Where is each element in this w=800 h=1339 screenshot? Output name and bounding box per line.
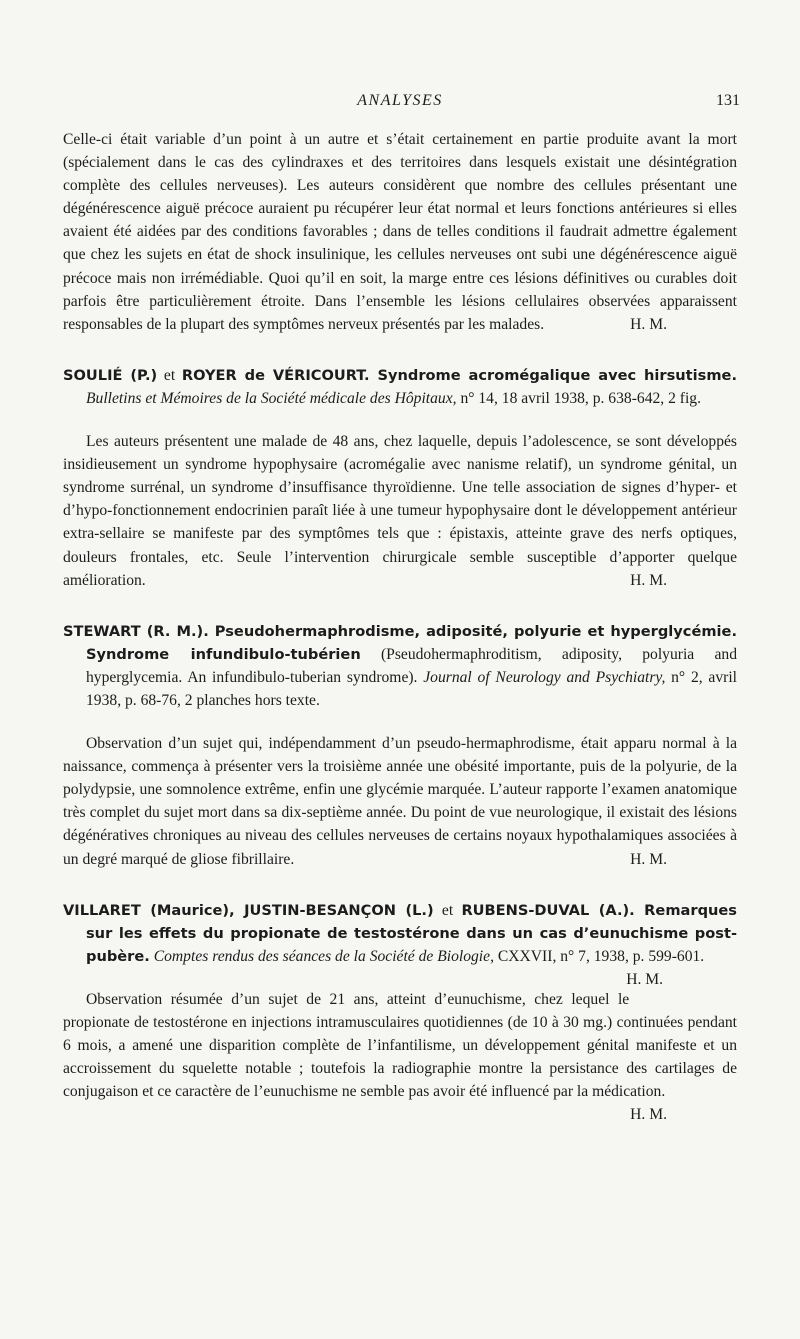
author-connector: et <box>433 901 462 919</box>
carryover-text: Celle-ci était variable d’un point à un autre et s’était certainement en partie produite avant la mort (spécialement dans le cas des cylindraxes et des territoires dans lesquels existait une désintégration complète des cellules nerveuses). Les auteurs considèrent que nombre des cellules présentant une dégénérescence aiguë précoce auraient pu récupérer leur état normal et leurs fonctions antérieures si elles avaient été aidées par des conditions favorables ; dans de telles conditions il faudrait admettre également que chez les sujets en état de shock insulinique, les cellules nerveuses ont subi une dégénérescence aiguë précoce mais non irrémédiable. Quoi qu’il en soit, la marge entre ces lésions définitives ou curables doit parfois être particulièrement étroite. Dans l’ensemble les lésions cellulaires observées apparaissent responsables de la plupart des symptômes nerveux présentés par les malades. <box>63 131 737 333</box>
summary-text: Observation d’un sujet qui, indépendamment d’un pseudo-hermaphrodisme, était apparu normal à la naissance, commença à présenter vers la troisième année une obésité importante, puis de la polyurie, de la polydypsie, une somnolence extrême, enfin une glycémie marquée. L’auteur rapporte l’examen anatomique très complet du sujet mort dans sa dix-septième année. Du point de vue neurologique, il existait des lésions dégénératives chroniques au niveau des cellules nerveuses de certains noyaux hypothalamiques associées à un degré marqué de gliose fibrillaire. <box>63 735 737 868</box>
summary-text: Observation résumée d’un sujet de 21 ans, atteint d’eunuchisme, chez lequel le propionate de testostérone en injections intramusculaires quotidiennes (de 10 à 30 mg.) continuées pendant 6 mois, a amené une disparition complète de l’infantilisme, un développement génital manifeste et un accroissement du squelette notable ; toutefois la radiographie montre la persistance des cartilages de conjugaison et ce caractère de l’eunuchisme ne semble pas avoir été influencé par la médication. <box>63 990 737 1101</box>
author-name: ROYER de VÉRICOURT. <box>181 366 370 384</box>
carryover-paragraph <box>63 128 737 336</box>
review-entry <box>63 620 737 871</box>
running-title: ANALYSES <box>357 92 443 109</box>
review-entry <box>63 899 737 1124</box>
signature: H. M. <box>630 315 667 333</box>
journal-name: Bulletins et Mémoires de la Société médicale des Hôpitaux, <box>86 389 457 407</box>
signature: H. M. <box>630 1106 667 1124</box>
entry-summary <box>63 430 737 592</box>
citation: n° 2, avril 1938, p. 68-76, 2 planches hors texte. <box>86 668 738 709</box>
author-name: SOULIÉ (P.) <box>63 366 158 384</box>
running-head <box>0 92 800 116</box>
page-number: 131 <box>716 92 740 109</box>
entry-title: Pseudohermaphrodisme, adiposité, polyurie et hyperglycémie. Syndrome infundibulo-tubérien <box>86 622 737 663</box>
signature: H. M. <box>630 850 667 868</box>
author-name: RUBENS-DUVAL (A.). <box>461 901 635 919</box>
author-name: VILLARET (Maurice), JUSTIN-BESANÇON (L.) <box>63 901 434 919</box>
entry-summary <box>63 732 737 871</box>
journal-name: Journal of Neurology and Psychiatry, <box>417 668 666 686</box>
summary-text: Les auteurs présentent une malade de 48 ans, chez laquelle, depuis l’adolescence, se sont développés insidieusement un syndrome hypophysaire (acromégalie avec nanisme relatif), un syndrome génital, un syndrome surrénal, un syndrome d’insuffisance thyroïdienne. Une telle association de signes d’hyper- et d’hypo-fonctionnement endocrinien paraît liée à une tumeur hypophysaire dont le développement antérieur extra-sellaire se manifeste par des symptômes tels que : épistaxis, atteinte grave des nerfs optiques, douleurs frontales, etc. Seule l’intervention chirurgicale semble susceptible d’apporter quelque amélioration. <box>63 433 737 589</box>
journal-name: Comptes rendus des séances de la Société de Biologie, <box>149 947 494 965</box>
entry-heading <box>63 620 737 712</box>
signature: H. M. <box>626 970 664 988</box>
entry-heading <box>63 899 737 988</box>
author-name: STEWART (R. M.). <box>63 622 209 640</box>
entry-subtitle: (Pseudohermaphroditism, adiposity, polyuria and hyperglycemia. An infundibulo-tuberian syndrome). <box>86 645 737 686</box>
citation: n° 14, 18 avril 1938, p. 638-642, 2 fig. <box>456 389 701 407</box>
author-connector: et <box>157 366 182 384</box>
entry-title: Syndrome acromégalique avec hirsutisme. <box>369 366 737 384</box>
entry-heading <box>63 364 737 410</box>
citation: CXXVII, n° 7, 1938, p. 599-601. <box>493 947 705 965</box>
entry-title: Remarques sur les effets du propionate de testostérone dans un cas d’eunuchisme post-pubère. <box>86 901 737 965</box>
article-body <box>63 128 737 1126</box>
entry-summary <box>63 988 737 1124</box>
signature: H. M. <box>630 571 667 589</box>
review-entry <box>63 364 737 592</box>
